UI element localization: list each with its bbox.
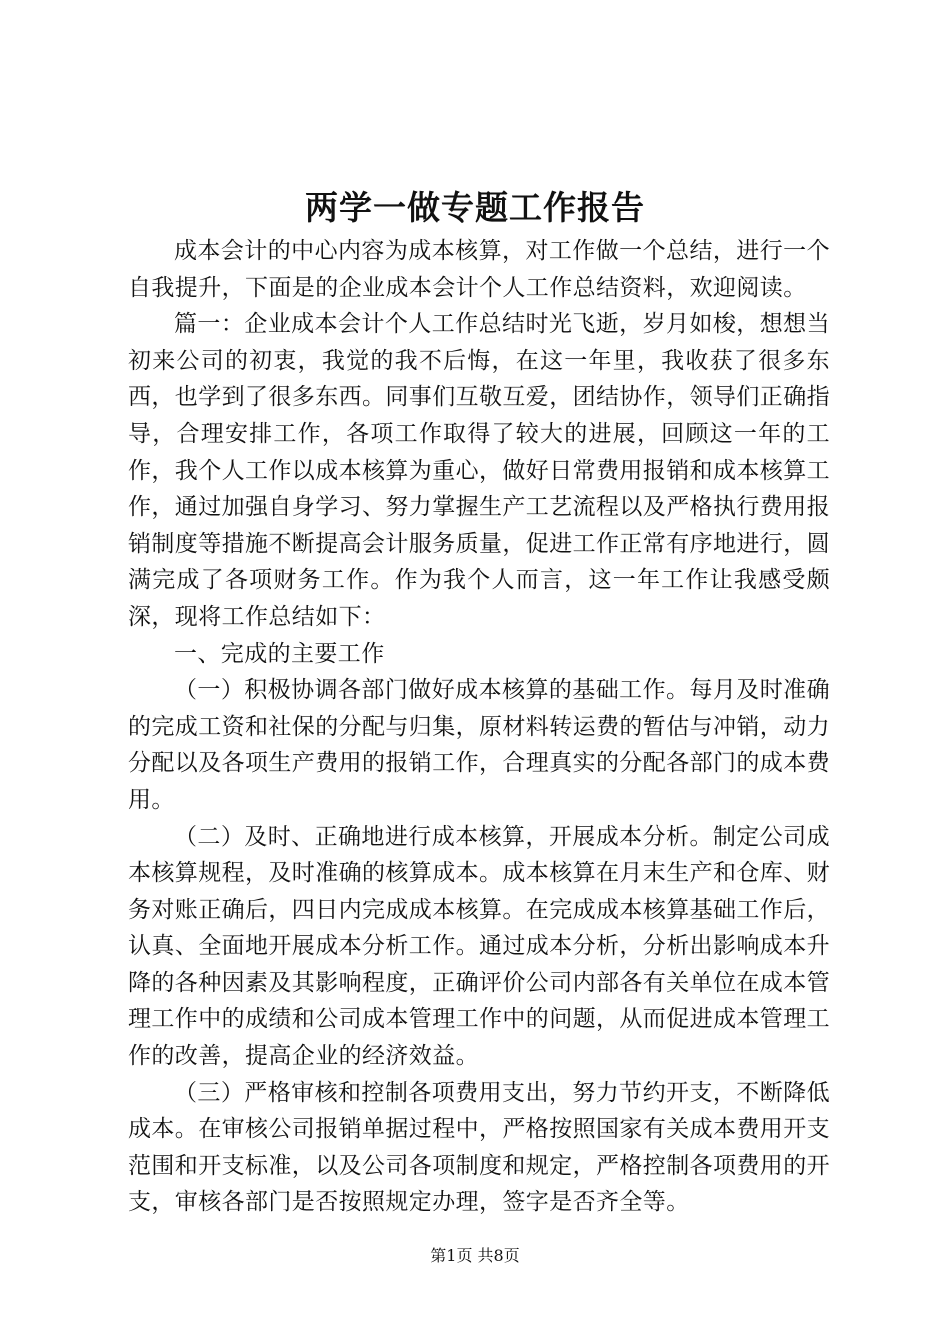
- paragraph-intro: 成本会计的中心内容为成本核算，对工作做一个总结，进行一个自我提升，下面是的企业成本会计个人工作总结资料，欢迎阅读。: [128, 238, 830, 301]
- paragraph-item-two: （二）及时、正确地进行成本核算，开展成本分析。制定公司成本核算规程，及时准确的核算成本。成本核算在月末生产和仓库、财务对账正确后，四日内完成成本核算。在完成成本核算基础工作后，认真、全面地开展成本分析工作。通过成本分析，分析出影响成本升降的各种因素及其影响程度，正确评价公司内部各有关单位在成本管理工作中的成绩和公司成本管理工作中的问题，从而促进成本管理工作的改善，提高企业的经济效益。: [128, 823, 830, 1070]
- paragraph-item-one: （一）积极协调各部门做好成本核算的基础工作。每月及时准确的完成工资和社保的分配与归集，原材料转运费的暂估与冲销，动力分配以及各项生产费用的报销工作，合理真实的分配各部门的成本费用。: [128, 677, 830, 813]
- document-body: [128, 233, 830, 1221]
- page-number-footer: 第1页 共8页: [430, 1246, 520, 1265]
- section-heading-main-work: 一、完成的主要工作: [174, 640, 385, 667]
- document-title: 两学一做专题工作报告: [305, 188, 645, 227]
- paragraph-item-three: （三）严格审核和控制各项费用支出，努力节约开支，不断降低成本。在审核公司报销单据过程中，严格按照国家有关成本费用开支范围和开支标准，以及公司各项制度和规定，严格控制各项费用的开支，审核各部门是否按照规定办理，签字是否齐全等。: [128, 1079, 830, 1216]
- paragraph-part-one: 篇一：企业成本会计个人工作总结时光飞逝，岁月如梭，想想当初来公司的初衷，我觉的我不后悔，在这一年里，我收获了很多东西，也学到了很多东西。同事们互敬互爱，团结协作，领导们正确指导，合理安排工作，各项工作取得了较大的进展，回顾这一年的工作，我个人工作以成本核算为重心，做好日常费用报销和成本核算工作，通过加强自身学习、努力掌握生产工艺流程以及严格执行费用报销制度等措施不断提高会计服务质量，促进工作正常有序地进行，圆满完成了各项财务工作。作为我个人而言，这一年工作让我感受颇深，现将工作总结如下：: [128, 311, 830, 630]
